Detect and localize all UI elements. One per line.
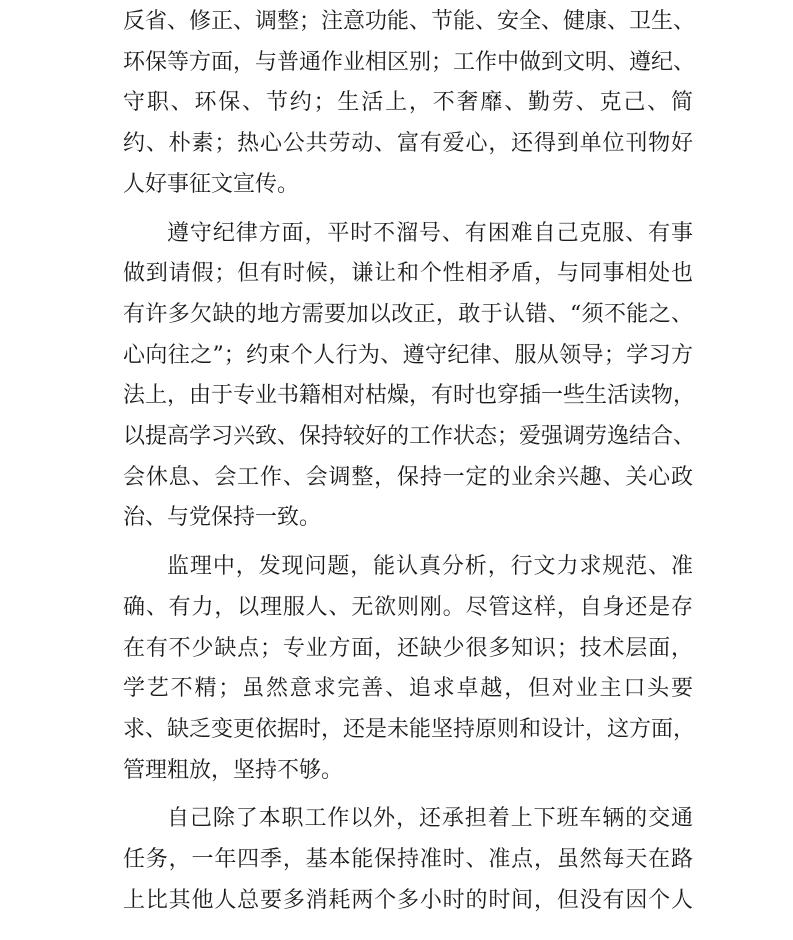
paragraph-first-line: 遵守纪律方面，平时不溜号、有困难自己克服、有事 xyxy=(167,220,693,246)
text-line: 反省、修正、调整；注意功能、节能、安全、健康、卫生、 xyxy=(123,9,696,34)
text-line: 约、朴素；热心公共劳动、富有爱心，还得到单位刊物好 xyxy=(123,131,693,157)
text-line: 学艺不精；虽然意求完善、追求卓越，但对业主口头要 xyxy=(123,676,693,702)
document-body xyxy=(123,2,696,921)
text-line: 确、有力，以理服人、无欲则刚。尽管这样，自身还是存 xyxy=(123,594,693,620)
text-line: 管理粗放，坚持不够。 xyxy=(123,757,344,783)
paragraph-first-line: 自己除了本职工作以外，还承担着上下班车辆的交通 xyxy=(167,806,693,832)
text-line: 在有不少缺点；专业方面，还缺少很多知识；技术层面， xyxy=(123,635,693,661)
text-line: 治、与党保持一致。 xyxy=(123,505,322,531)
paragraph-first-line: 监理中，发现问题，能认真分析，行文力求规范、准 xyxy=(167,554,693,580)
text-line: 有许多欠缺的地方需要加以改正，敢于认错、“须不能之、 xyxy=(123,301,693,327)
text-line: 守职、环保、节约；生活上，不奢靡、勤劳、克己、简 xyxy=(123,90,693,116)
text-line: 上比其他人总要多消耗两个多小时的时间，但没有因个人 xyxy=(123,887,693,913)
text-line: 法上，由于专业书籍相对枯燥，有时也穿插一些生活读物， xyxy=(123,383,696,409)
text-line: 会休息、会工作、会调整，保持一定的业余兴趣、关心政 xyxy=(123,464,693,490)
text-line: 环保等方面，与普通作业相区别；工作中做到文明、遵纪、 xyxy=(123,49,696,75)
text-line: 人好事征文宣传。 xyxy=(123,171,300,197)
text-line: 求、缺乏变更依据时，还是未能坚持原则和设计，这方面， xyxy=(123,716,696,742)
text-line: 做到请假；但有时候，谦让和个性相矛盾，与同事相处也 xyxy=(123,261,693,287)
text-line: 以提高学习兴致、保持较好的工作状态；爱强调劳逸结合、 xyxy=(123,424,696,450)
text-line: 心向往之”；约束个人行为、遵守纪律、服从领导；学习方 xyxy=(123,342,693,368)
text-line: 任务，一年四季，基本能保持准时、准点，虽然每天在路 xyxy=(123,847,693,873)
